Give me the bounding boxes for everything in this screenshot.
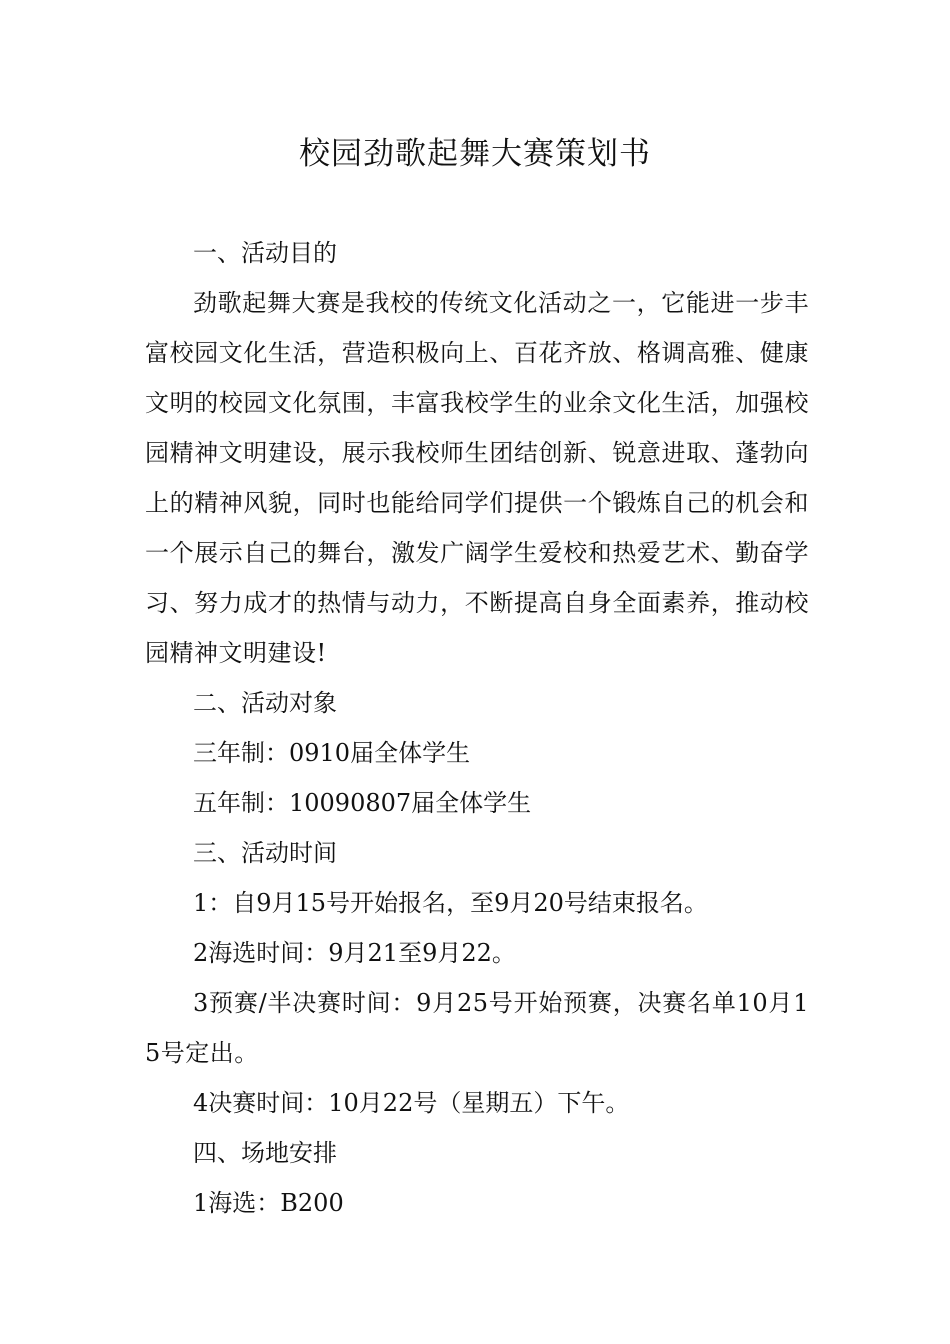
- document-title: 校园劲歌起舞大赛策划书: [299, 136, 651, 172]
- section-heading-participants: 二、活动对象: [193, 689, 337, 717]
- section-heading-purpose: 一、活动目的: [193, 239, 337, 267]
- participants-three-year: 三年制：0910届全体学生: [193, 739, 471, 767]
- schedule-item-final: 4决赛时间：10月22号（星期五）下午。: [193, 1089, 630, 1117]
- participants-five-year: 五年制：10090807届全体学生: [193, 789, 532, 817]
- section-heading-schedule: 三、活动时间: [193, 839, 337, 867]
- venue-item-audition: 1海选：B200: [193, 1189, 344, 1217]
- schedule-item-audition: 2海选时间：9月21至9月22。: [193, 939, 516, 967]
- schedule-item-preliminary: 3预赛/半决赛时间：9月25号开始预赛，决赛名单10月15号定出。: [145, 989, 809, 1067]
- section-heading-venue: 四、场地安排: [193, 1139, 337, 1167]
- schedule-item-registration: 1：自9月15号开始报名，至9月20号结束报名。: [193, 889, 708, 917]
- document-body: [145, 228, 809, 1228]
- purpose-paragraph: 劲歌起舞大赛是我校的传统文化活动之一，它能进一步丰富校园文化生活，营造积极向上、百花齐放、格调高雅、健康文明的校园文化氛围，丰富我校学生的业余文化生活，加强校园精神文明建设，展示我校师生团结创新、锐意进取、蓬勃向上的精神风貌，同时也能给同学们提供一个锻炼自己的机会和一个展示自己的舞台，激发广阔学生爱校和热爱艺术、勤奋学习、努力成才的热情与动力，不断提高自身全面素养，推动校园精神文明建设!: [145, 289, 809, 667]
